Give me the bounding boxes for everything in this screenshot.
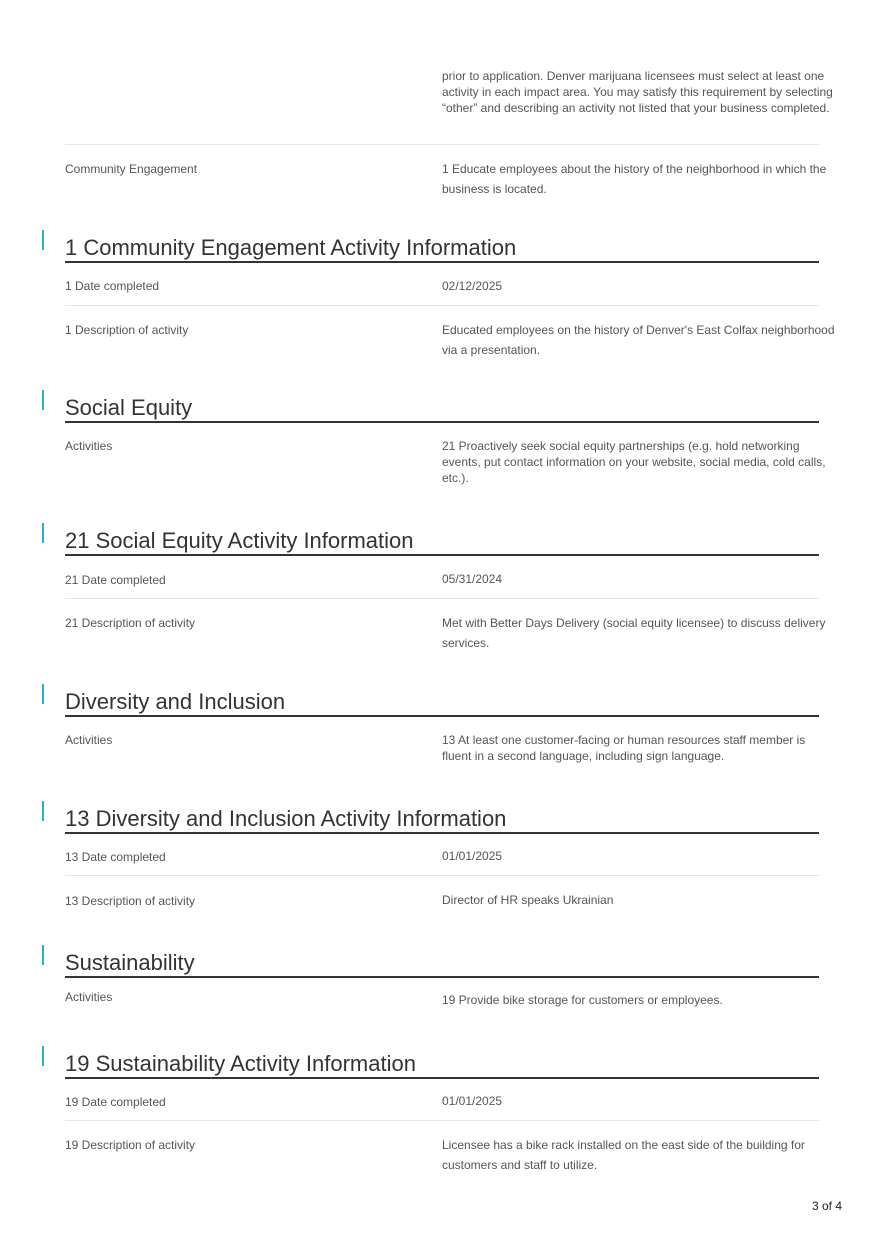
activities-value: 13 At least one customer-facing or human resources staff member is fluent in a second language, including sign language. xyxy=(442,733,806,763)
date-completed-label: 13 Date completed xyxy=(65,850,166,864)
accent-bar xyxy=(42,1046,44,1066)
accent-bar xyxy=(42,523,44,543)
description-value: Licensee has a bike rack installed on the east side of the building for customers and staff to utilize. xyxy=(442,1138,805,1172)
section-heading-diversity-inclusion-info xyxy=(65,804,819,834)
section-heading-social-equity-info xyxy=(65,526,819,556)
activities-label: Activities xyxy=(65,733,113,747)
description-label: 13 Description of activity xyxy=(65,894,196,908)
section-title: 13 Diversity and Inclusion Activity Information xyxy=(65,806,507,831)
community-engagement-value: 1 Educate employees about the history of the neighborhood in which the business is located. xyxy=(442,162,827,196)
description-value: Director of HR speaks Ukrainian xyxy=(442,893,614,907)
accent-bar xyxy=(42,684,44,704)
section-title: 21 Social Equity Activity Information xyxy=(65,528,414,553)
section-title: Diversity and Inclusion xyxy=(65,689,286,714)
activities-label: Activities xyxy=(65,439,113,453)
accent-bar xyxy=(42,801,44,821)
description-value: Educated employees on the history of Denver's East Colfax neighborhood via a presentation. xyxy=(442,323,835,357)
section-title: 19 Sustainability Activity Information xyxy=(65,1051,416,1076)
section-title: Sustainability xyxy=(65,950,195,975)
section-heading-social-equity xyxy=(65,393,819,423)
section-heading-diversity-inclusion xyxy=(65,687,819,717)
date-completed-value: 05/31/2024 xyxy=(442,572,503,586)
section-heading-community-engagement-info xyxy=(65,233,819,263)
page-number: 3 of 4 xyxy=(811,1199,842,1213)
section-title: 1 Community Engagement Activity Information xyxy=(65,235,517,260)
divider xyxy=(65,305,819,306)
description-label: 21 Description of activity xyxy=(65,616,196,630)
activities-label: Activities xyxy=(65,990,113,1004)
date-completed-value: 02/12/2025 xyxy=(442,279,503,293)
divider xyxy=(65,598,819,599)
accent-bar xyxy=(42,945,44,965)
description-label: 1 Description of activity xyxy=(65,323,189,337)
divider xyxy=(65,144,819,145)
section-heading-sustainability xyxy=(65,948,819,978)
date-completed-value: 01/01/2025 xyxy=(442,849,503,863)
date-completed-label: 19 Date completed xyxy=(65,1095,166,1109)
accent-bar xyxy=(42,390,44,410)
accent-bar xyxy=(42,230,44,250)
description-label: 19 Description of activity xyxy=(65,1138,196,1152)
description-value: Met with Better Days Delivery (social equity licensee) to discuss delivery services. xyxy=(442,616,826,650)
divider xyxy=(65,1120,819,1121)
intro-continued-text: prior to application. Denver marijuana licensees must select at least one activity in each impact area. You may satisfy this requirement by selecting “other” and describing an activity not listed that your business completed. xyxy=(442,69,833,115)
activities-value: 21 Proactively seek social equity partnerships (e.g. hold networking events, put contact information on your website, social media, cold calls, etc.). xyxy=(442,439,826,485)
date-completed-value: 01/01/2025 xyxy=(442,1094,503,1108)
date-completed-label: 1 Date completed xyxy=(65,279,160,293)
divider xyxy=(65,875,819,876)
section-heading-sustainability-info xyxy=(65,1049,819,1079)
community-engagement-label: Community Engagement xyxy=(65,162,198,176)
section-title: Social Equity xyxy=(65,395,193,420)
date-completed-label: 21 Date completed xyxy=(65,573,166,587)
activities-value: 19 Provide bike storage for customers or employees. xyxy=(442,993,723,1007)
